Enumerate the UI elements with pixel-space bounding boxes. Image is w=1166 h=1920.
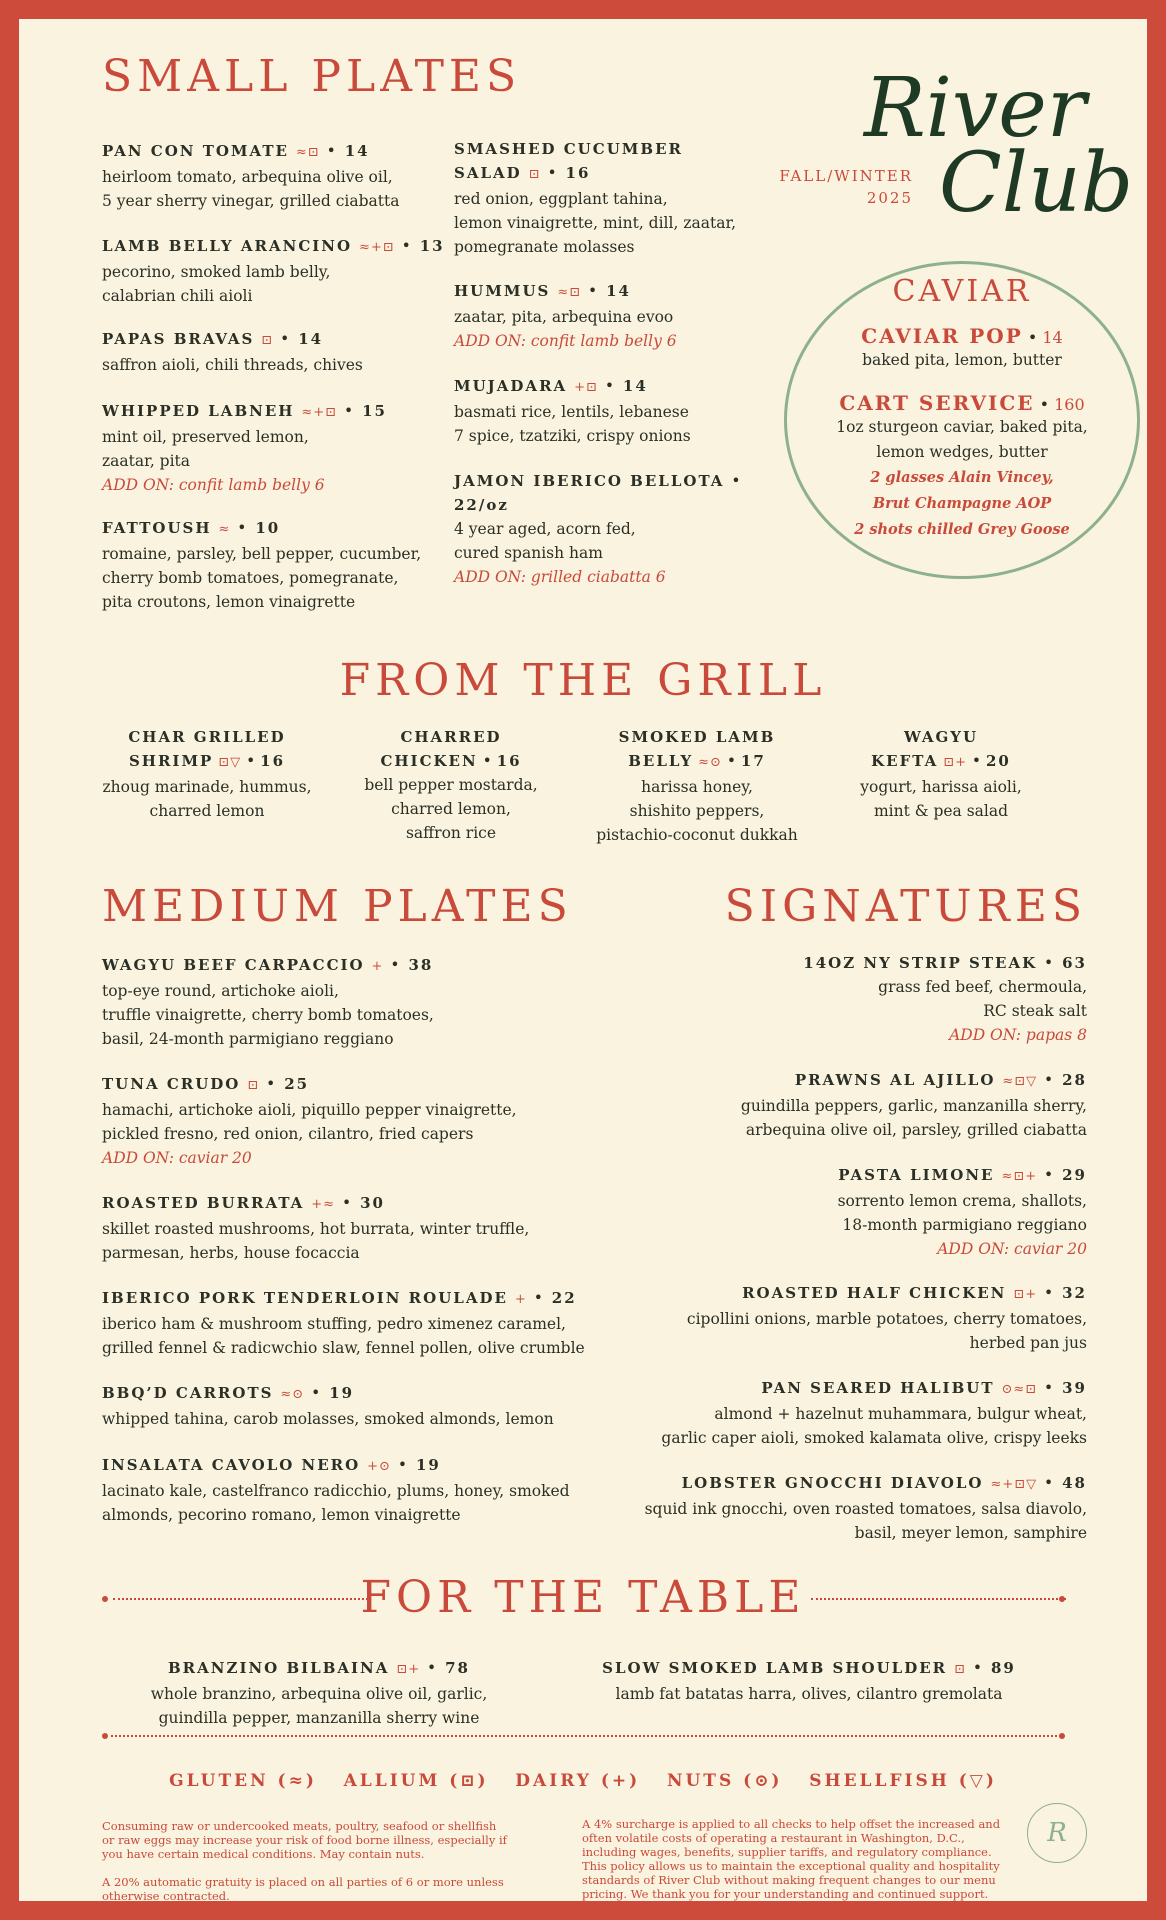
item-name: IBERICO PORK TENDERLOIN ROULADE xyxy=(102,1289,508,1307)
item-name: PRAWNS AL AJILLO xyxy=(794,1071,996,1089)
caviar-price: 14 xyxy=(1042,328,1063,347)
item-name: TUNA CRUDO xyxy=(102,1075,241,1093)
item-name: LOBSTER GNOCCHI DIAVOLO xyxy=(681,1474,984,1492)
menu-item xyxy=(579,1471,1087,1545)
item-price: 28 xyxy=(1062,1071,1087,1089)
caviar-name: CART SERVICE xyxy=(839,391,1035,415)
item-price: 89 xyxy=(990,1659,1016,1677)
item-name: MUJADARA xyxy=(454,377,568,395)
item-name: ROASTED BURRATA xyxy=(102,1194,305,1212)
logo-river: River xyxy=(864,61,1087,156)
grill-description: shishito peppers, xyxy=(629,802,765,820)
section-title-signatures: SIGNATURES xyxy=(724,881,1087,932)
item-price: 16 xyxy=(565,164,591,182)
grill-description: pistachio-coconut dukkah xyxy=(596,826,798,844)
item-name: PAN CON TOMATE xyxy=(102,142,289,160)
item-name-line: LAMB BELLY ARANCINO ≈+⊡ • 13 xyxy=(102,237,445,255)
item-name-first-line: SMASHED CUCUMBER xyxy=(454,140,683,158)
grill-description: harissa honey, xyxy=(641,778,753,796)
item-description: zaatar, pita, arbequina evoo xyxy=(454,308,674,326)
allergen-symbols: ⊡ xyxy=(528,167,541,182)
allergen-symbols: ⊡+ xyxy=(943,755,967,770)
section-title-table: FOR THE TABLE xyxy=(360,1572,806,1623)
item-description: 5 year sherry vinegar, grilled ciabatta xyxy=(102,192,400,210)
grill-name-line: CHICKEN • 16 xyxy=(380,752,522,770)
item-name: INSALATA CAVOLO NERO xyxy=(102,1456,361,1474)
allergen-symbols: +⊙ xyxy=(367,1459,391,1474)
item-price: 14 xyxy=(622,377,648,395)
item-description: arbequina olive oil, parsley, grilled ciabatta xyxy=(745,1121,1087,1139)
grill-description: charred lemon xyxy=(149,802,265,820)
item-name-line: PRAWNS AL AJILLO ≈⊡▽ • 28 xyxy=(794,1071,1087,1089)
allergen-symbols: ≈+⊡▽ xyxy=(990,1477,1038,1492)
item-name-line: BRANZINO BILBAINA ⊡+ • 78 xyxy=(168,1659,470,1677)
item-price: 13 xyxy=(419,237,445,255)
allergen-symbols: ≈ xyxy=(218,522,231,537)
item-name-line: HUMMUS ≈⊡ • 14 xyxy=(454,282,631,300)
item-description: 7 spice, tzatziki, crispy onions xyxy=(454,427,691,445)
item-description: cipollini onions, marble potatoes, cherry tomatoes, xyxy=(686,1310,1087,1328)
menu-item xyxy=(102,516,462,614)
grill-name: SHRIMP xyxy=(128,752,214,770)
item-description: basil, 24-month parmigiano reggiano xyxy=(102,1030,394,1048)
allergen-symbols: ⊡+ xyxy=(1013,1287,1038,1302)
menu-page xyxy=(19,19,1147,1901)
caviar-note: 2 shots chilled Grey Goose xyxy=(854,521,1070,538)
allergen-symbols: ≈⊡+ xyxy=(1001,1169,1038,1184)
item-price: 14 xyxy=(606,282,631,300)
menu-item xyxy=(102,234,462,308)
item-description: RC steak salt xyxy=(983,1002,1087,1020)
item-name: BBQ’D CARROTS xyxy=(102,1384,274,1402)
grill-description: mint & pea salad xyxy=(873,802,1009,820)
item-description: almond + hazelnut muhammara, bulgur wheat, xyxy=(714,1405,1087,1423)
allergen-symbols: ≈⊡▽ xyxy=(1002,1074,1038,1089)
menu-item xyxy=(102,1286,622,1360)
menu-item xyxy=(579,1163,1087,1261)
menu-item xyxy=(102,1381,622,1431)
allergen-symbols: +⊡ xyxy=(574,380,598,395)
item-price: 48 xyxy=(1062,1474,1087,1492)
divider-bottom xyxy=(111,1735,1061,1737)
item-price: 14 xyxy=(298,330,324,348)
footer-health-notice xyxy=(102,1819,572,1901)
grill-price: 17 xyxy=(740,752,766,770)
grill-name-first-line: WAGYU xyxy=(903,728,979,746)
allergen-symbols: ≈⊙ xyxy=(280,1387,305,1402)
item-name: SLOW SMOKED LAMB SHOULDER xyxy=(602,1659,948,1677)
item-name-line: ROASTED HALF CHICKEN ⊡+ • 32 xyxy=(742,1284,1087,1302)
item-description: iberico ham & mushroom stuffing, pedro ximenez caramel, xyxy=(102,1315,566,1333)
caviar-name-line: CAVIAR POP • 14 xyxy=(861,324,1063,348)
item-name-line: PAPAS BRAVAS ⊡ • 14 xyxy=(102,330,324,348)
footer-line: A 20% automatic gratuity is placed on all parties of 6 or more unless xyxy=(102,1875,504,1889)
item-name: WAGYU BEEF CARPACCIO xyxy=(102,956,365,974)
item-price: 10 xyxy=(255,519,281,537)
item-description: whipped tahina, carob molasses, smoked almonds, lemon xyxy=(102,1410,554,1428)
item-name: WHIPPED LABNEH xyxy=(102,402,295,420)
footer-line: pricing. We thank you for your understanding and continued support. xyxy=(582,1887,989,1901)
footer-line: often volatile costs of operating a restaurant in Washington, D.C., xyxy=(582,1831,965,1845)
item-price: 32 xyxy=(1062,1284,1087,1302)
allergen-symbols: ≈⊡ xyxy=(295,145,320,160)
item-name: 14OZ NY STRIP STEAK xyxy=(803,954,1038,972)
item-name-line: MUJADARA +⊡ • 14 xyxy=(454,377,648,395)
item-name-line: BBQ’D CARROTS ≈⊙ • 19 xyxy=(102,1384,355,1402)
section-title-medium-plates: MEDIUM PLATES xyxy=(102,881,573,932)
item-price: 29 xyxy=(1062,1166,1087,1184)
item-description: herbed pan jus xyxy=(969,1334,1087,1352)
item-name-line: PAN SEARED HALIBUT ⊙≈⊡ • 39 xyxy=(761,1379,1087,1397)
grill-price: 16 xyxy=(496,752,522,770)
item-name-line: TUNA CRUDO ⊡ • 25 xyxy=(102,1075,310,1093)
item-name: PASTA LIMONE xyxy=(838,1166,995,1184)
menu-item xyxy=(454,469,784,589)
item-description: lamb fat batatas harra, olives, cilantro gremolata xyxy=(615,1685,1003,1703)
item-name-line: WAGYU BEEF CARPACCIO + • 38 xyxy=(102,956,434,974)
item-name-line: PASTA LIMONE ≈⊡+ • 29 xyxy=(838,1166,1087,1184)
footer-line: including wages, benefits, supplier tariffs, and regulatory compliance. xyxy=(582,1845,992,1859)
divider-dot xyxy=(1059,1596,1065,1602)
item-price: 78 xyxy=(445,1659,470,1677)
item-name: SALAD xyxy=(454,164,522,182)
footer-line: This policy allows us to maintain the exceptional quality and hospitality xyxy=(582,1859,1000,1873)
item-addon: ADD ON: confit lamb belly 6 xyxy=(102,476,325,494)
divider-dot xyxy=(102,1733,108,1739)
allergen-symbols: ⊙≈⊡ xyxy=(1001,1382,1038,1397)
item-addon: ADD ON: papas 8 xyxy=(949,1026,1087,1044)
footer-line: or raw eggs may increase your risk of food borne illness, especially if xyxy=(102,1833,507,1847)
item-description: zaatar, pita xyxy=(102,452,191,470)
item-name: LAMB BELLY ARANCINO xyxy=(102,237,353,255)
item-price: 22 xyxy=(551,1289,577,1307)
grill-item xyxy=(341,725,561,845)
grill-name-first-line: CHAR GRILLED xyxy=(128,728,286,746)
section-title-caviar: CAVIAR xyxy=(892,274,1032,309)
item-name: PAPAS BRAVAS xyxy=(102,330,255,348)
item-description: lacinato kale, castelfranco radicchio, plums, honey, smoked xyxy=(102,1482,570,1500)
item-name: JAMON IBERICO BELLOTA xyxy=(454,472,725,490)
caviar-item xyxy=(804,324,1120,373)
item-description: basil, meyer lemon, samphire xyxy=(854,1524,1087,1542)
item-description: pickled fresno, red onion, cilantro, fried capers xyxy=(102,1125,474,1143)
allergen-symbols: +≈ xyxy=(311,1197,336,1212)
grill-name: CHICKEN xyxy=(380,752,478,770)
menu-item xyxy=(102,1191,622,1265)
grill-item xyxy=(97,725,317,823)
caviar-name: CAVIAR POP xyxy=(861,324,1023,348)
menu-item xyxy=(579,1068,1087,1142)
divider-right xyxy=(811,1598,1066,1600)
item-name-line: INSALATA CAVOLO NERO +⊙ • 19 xyxy=(102,1456,441,1474)
item-name: HUMMUS xyxy=(454,282,551,300)
section-title-small-plates: SMALL PLATES xyxy=(102,51,522,102)
footer-line: otherwise contracted. xyxy=(102,1889,230,1901)
menu-item xyxy=(102,1072,622,1170)
item-addon: ADD ON: caviar 20 xyxy=(937,1240,1087,1258)
item-description: sorrento lemon crema, shallots, xyxy=(837,1192,1087,1210)
caviar-items xyxy=(804,324,1120,543)
item-description: skillet roasted mushrooms, hot burrata, winter truffle, xyxy=(102,1220,530,1238)
item-name-line: ROASTED BURRATA +≈ • 30 xyxy=(102,1194,385,1212)
grill-description: bell pepper mostarda, xyxy=(364,776,538,794)
grill-description: zhoug marinade, hummus, xyxy=(102,778,312,796)
item-price: 30 xyxy=(360,1194,385,1212)
caviar-description: lemon wedges, butter xyxy=(876,443,1048,461)
item-name: BRANZINO BILBAINA xyxy=(168,1659,390,1677)
grill-name: BELLY xyxy=(628,752,694,770)
item-name-line: JAMON IBERICO BELLOTA • 22/oz xyxy=(454,472,743,514)
item-name-line: PAN CON TOMATE ≈⊡ • 14 xyxy=(102,142,370,160)
grill-name-line: KEFTA ⊡+ • 20 xyxy=(871,752,1011,770)
item-description: grass fed beef, chermoula, xyxy=(878,978,1087,996)
item-price: 22/oz xyxy=(454,496,509,514)
allergen-symbols: ⊡ xyxy=(247,1078,260,1093)
menu-item xyxy=(454,279,784,353)
item-price: 38 xyxy=(408,956,434,974)
caviar-item xyxy=(804,391,1120,543)
item-description: guindilla peppers, garlic, manzanilla sherry, xyxy=(740,1097,1087,1115)
grill-name-line: SHRIMP ⊡▽ • 16 xyxy=(128,752,286,770)
allergen-symbols: ⊡+ xyxy=(396,1662,421,1677)
item-name-line: SALAD ⊡ • 16 xyxy=(454,164,591,182)
item-description: pita croutons, lemon vinaigrette xyxy=(102,593,356,611)
divider-dot xyxy=(102,1596,108,1602)
menu-item xyxy=(579,951,1087,1047)
item-description: top-eye round, artichoke aioli, xyxy=(102,982,339,1000)
rc-monogram-icon: R xyxy=(1027,1803,1087,1863)
item-description: guindilla pepper, manzanilla sherry wine xyxy=(158,1709,480,1727)
footer-line xyxy=(102,1861,572,1875)
item-name: ROASTED HALF CHICKEN xyxy=(742,1284,1007,1302)
grill-description: charred lemon, xyxy=(391,800,511,818)
item-description: truffle vinaigrette, cherry bomb tomatoes, xyxy=(102,1006,434,1024)
item-description: heirloom tomato, arbequina olive oil, xyxy=(102,168,393,186)
item-price: 15 xyxy=(362,402,387,420)
item-name-line: WHIPPED LABNEH ≈+⊡ • 15 xyxy=(102,402,387,420)
caviar-name-line: CART SERVICE • 160 xyxy=(839,391,1085,415)
item-name: FATTOUSH xyxy=(102,519,212,537)
item-description: red onion, eggplant tahina, xyxy=(454,190,668,208)
item-price: 14 xyxy=(344,142,370,160)
item-description: garlic caper aioli, smoked kalamata olive, crispy leeks xyxy=(661,1429,1087,1447)
menu-item xyxy=(102,953,622,1051)
season-text: FALL/WINTER xyxy=(779,167,913,185)
allergen-symbols: ⊡▽ xyxy=(218,755,242,770)
allergen-symbols: ≈+⊡ xyxy=(301,405,338,420)
item-addon: ADD ON: grilled ciabatta 6 xyxy=(454,568,666,586)
item-description: parmesan, herbs, house focaccia xyxy=(102,1244,360,1262)
item-description: lemon vinaigrette, mint, dill, zaatar, xyxy=(454,214,737,232)
item-description: cured spanish ham xyxy=(454,544,603,562)
item-description: mint oil, preserved lemon, xyxy=(102,428,309,446)
allergen-legend: GLUTEN (≈) ALLIUM (⊡) DAIRY (+) NUTS (⊙) SHELLFISH (▽) xyxy=(169,1771,997,1791)
item-name-line: LOBSTER GNOCCHI DIAVOLO ≈+⊡▽ • 48 xyxy=(681,1474,1087,1492)
item-description: calabrian chili aioli xyxy=(102,287,253,305)
footer-line: you have certain medical conditions. May contain nuts. xyxy=(102,1847,425,1861)
grill-item xyxy=(587,725,807,847)
item-name: PAN SEARED HALIBUT xyxy=(761,1379,995,1397)
logo-club: Club xyxy=(939,136,1134,231)
menu-item xyxy=(579,1281,1087,1355)
caviar-note: 2 glasses Alain Vincey, xyxy=(870,469,1054,486)
item-name-line: IBERICO PORK TENDERLOIN ROULADE + • 22 xyxy=(102,1289,577,1307)
allergen-symbols: ≈+⊡ xyxy=(359,240,395,255)
allergen-symbols: ≈⊡ xyxy=(557,285,582,300)
item-description: cherry bomb tomatoes, pomegranate, xyxy=(102,569,399,587)
item-description: squid ink gnocchi, oven roasted tomatoes, salsa diavolo, xyxy=(644,1500,1087,1518)
item-description: almonds, pecorino romano, lemon vinaigrette xyxy=(102,1506,461,1524)
footer-line: standards of River Club without making frequent changes to our menu xyxy=(582,1873,996,1887)
allergen-symbols: ⊡ xyxy=(261,333,274,348)
season-year: 2025 xyxy=(866,189,913,207)
menu-item xyxy=(454,374,784,448)
item-description: grilled fennel & radicwchio slaw, fennel pollen, olive crumble xyxy=(102,1339,585,1357)
menu-item xyxy=(102,139,462,213)
caviar-note: Brut Champagne AOP xyxy=(872,495,1052,512)
item-price: 19 xyxy=(415,1456,441,1474)
divider-left xyxy=(113,1598,368,1600)
caviar-description: 1oz sturgeon caviar, baked pita, xyxy=(836,418,1088,436)
item-price: 63 xyxy=(1062,954,1087,972)
menu-item xyxy=(149,1656,489,1730)
menu-item xyxy=(102,327,462,377)
allergen-symbols: + xyxy=(371,959,384,974)
item-description: romaine, parsley, bell pepper, cucumber, xyxy=(102,545,422,563)
item-price: 19 xyxy=(329,1384,355,1402)
grill-name-first-line: SMOKED LAMB xyxy=(618,728,776,746)
caviar-description: baked pita, lemon, butter xyxy=(862,351,1062,369)
item-addon: ADD ON: caviar 20 xyxy=(102,1149,252,1167)
footer-line: Consuming raw or undercooked meats, poultry, seafood or shellfish xyxy=(102,1819,497,1833)
item-description: 4 year aged, acorn fed, xyxy=(454,520,636,538)
item-addon: ADD ON: confit lamb belly 6 xyxy=(454,332,677,350)
item-description: hamachi, artichoke aioli, piquillo pepper vinaigrette, xyxy=(102,1101,517,1119)
river-club-logo xyxy=(839,61,1139,244)
divider-dot xyxy=(1059,1733,1065,1739)
menu-item xyxy=(579,1376,1087,1450)
section-title-grill: FROM THE GRILL xyxy=(339,655,827,706)
footer-surcharge-notice xyxy=(582,1817,1022,1901)
item-description: basmati rice, lentils, lebanese xyxy=(454,403,689,421)
item-price: 39 xyxy=(1062,1379,1087,1397)
footer-line: A 4% surcharge is applied to all checks to help offset the increased and xyxy=(582,1817,1001,1831)
allergen-symbols: + xyxy=(514,1292,527,1307)
item-price: 25 xyxy=(284,1075,310,1093)
allergen-symbols: ≈⊙ xyxy=(698,755,722,770)
season-label xyxy=(699,165,913,209)
grill-description: yogurt, harissa aioli, xyxy=(860,778,1022,796)
grill-name-line: BELLY ≈⊙ • 17 xyxy=(628,752,766,770)
item-description: 18-month parmigiano reggiano xyxy=(842,1216,1087,1234)
item-description: pecorino, smoked lamb belly, xyxy=(102,263,331,281)
item-description: saffron aioli, chili threads, chives xyxy=(102,356,363,374)
grill-price: 20 xyxy=(985,752,1011,770)
grill-item xyxy=(831,725,1051,823)
item-name-line: SLOW SMOKED LAMB SHOULDER ⊡ • 89 xyxy=(602,1659,1016,1677)
allergen-symbols: ⊡ xyxy=(954,1662,966,1677)
item-description: whole branzino, arbequina olive oil, garlic, xyxy=(150,1685,488,1703)
menu-item xyxy=(102,1453,622,1527)
grill-price: 16 xyxy=(260,752,286,770)
grill-name: KEFTA xyxy=(871,752,939,770)
caviar-price: 160 xyxy=(1054,395,1085,414)
menu-item xyxy=(599,1656,1019,1706)
grill-name-first-line: CHARRED xyxy=(400,728,502,746)
item-description: pomegranate molasses xyxy=(454,238,635,256)
menu-item xyxy=(102,399,462,497)
item-name-line: FATTOUSH ≈ • 10 xyxy=(102,519,281,537)
item-name-line: 14OZ NY STRIP STEAK • 63 xyxy=(803,954,1087,972)
grill-description: saffron rice xyxy=(405,824,497,842)
